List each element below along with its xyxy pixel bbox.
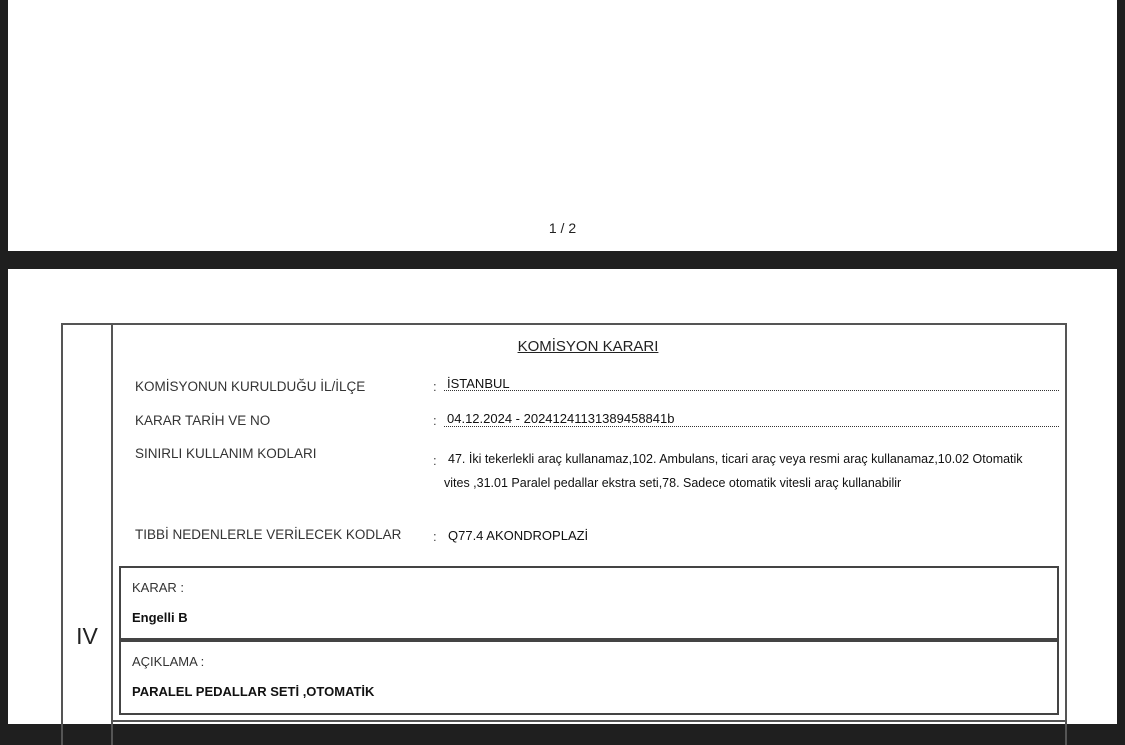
section-column [63,325,113,745]
karar-tarih-label: KARAR TARİH VE NO [135,413,271,428]
form-title: KOMİSYON KARARI [517,338,659,355]
il-ilce-dotted-line [444,390,1059,391]
kodlar-value: 47. İki tekerlekli araç kullanamaz,102. Ambulans, ticari araç veya resmi araç kullanamaz,10.02 Otomatik vites ,31.01 Paralel pedallar ekstra seti,78. Sadece otomatik vitesli araç kullanabilir [444,452,1023,490]
il-ilce-value: İSTANBUL [447,376,510,391]
section-number: IV [76,623,98,649]
tibbi-colon: : [433,529,437,544]
karar-value: Engelli B [132,610,188,625]
document-page-2 [8,269,1117,724]
aciklama-value: PARALEL PEDALLAR SETİ ,OTOMATİK [132,684,375,699]
il-ilce-colon: : [433,379,437,394]
karar-tarih-dotted-line [444,426,1059,427]
document-page-1 [8,0,1117,251]
tibbi-label: TIBBİ NEDENLERLE VERİLECEK KODLAR [135,527,402,542]
form-divider [111,720,1065,722]
decision-form [61,323,1067,745]
kodlar-label: SINIRLI KULLANIM KODLARI [135,446,317,461]
tibbi-value: Q77.4 AKONDROPLAZİ [448,528,589,543]
karar-tarih-value: 04.12.2024 - 20241241131389458841b [447,411,675,426]
kodlar-colon: : [433,453,437,468]
aciklama-box [119,640,1059,715]
aciklama-label: AÇIKLAMA : [132,654,205,669]
karar-label: KARAR : [132,580,185,595]
page-number: 1 / 2 [548,220,577,236]
karar-box [119,566,1059,640]
il-ilce-label: KOMİSYONUN KURULDUĞU İL/İLÇE [135,379,366,394]
karar-tarih-colon: : [433,413,437,428]
